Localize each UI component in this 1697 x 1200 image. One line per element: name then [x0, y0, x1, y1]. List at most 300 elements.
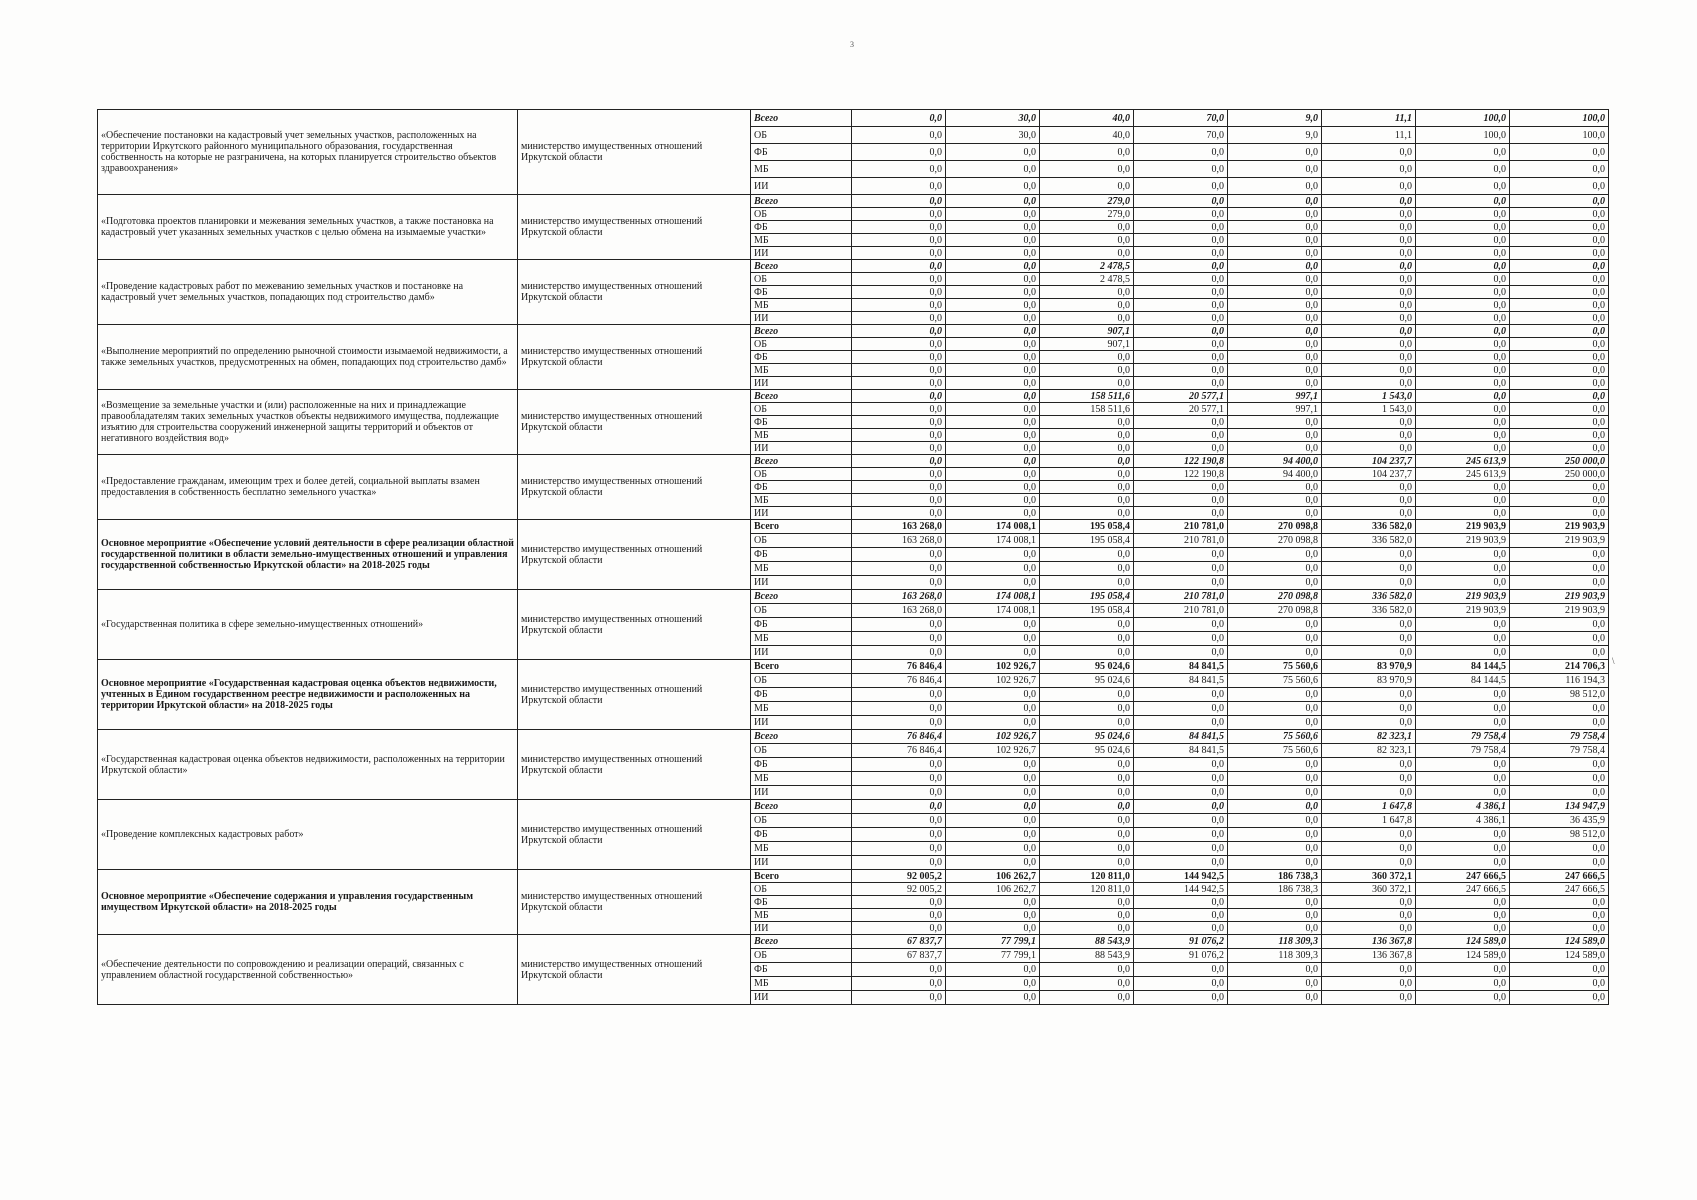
amount-cell: 0,0	[1134, 144, 1228, 161]
amount-cell: 118 309,3	[1228, 935, 1322, 949]
amount-cell: 0,0	[1322, 548, 1416, 562]
table-row	[98, 730, 1609, 744]
margin-mark: \	[1612, 656, 1615, 666]
amount-cell: 0,0	[1040, 576, 1134, 590]
amount-cell: 0,0	[1322, 481, 1416, 494]
amount-cell: 0,0	[1510, 144, 1609, 161]
activity-name: «Государственная кадастровая оценка объектов недвижимости, расположенных на территории Иркутской области»	[98, 730, 518, 800]
funding-source: Всего	[751, 935, 852, 949]
amount-cell: 0,0	[1134, 963, 1228, 977]
funding-source: ОБ	[751, 604, 852, 618]
amount-cell: 0,0	[1322, 758, 1416, 772]
amount-cell: 0,0	[1416, 576, 1510, 590]
amount-cell: 2 478,5	[1040, 260, 1134, 273]
amount-cell: 0,0	[852, 562, 946, 576]
amount-cell: 0,0	[946, 299, 1040, 312]
amount-cell: 0,0	[1416, 896, 1510, 909]
amount-cell: 0,0	[946, 221, 1040, 234]
amount-cell: 0,0	[1322, 260, 1416, 273]
amount-cell: 124 589,0	[1416, 949, 1510, 963]
amount-cell: 0,0	[1322, 247, 1416, 260]
amount-cell: 0,0	[1228, 481, 1322, 494]
amount-cell: 0,0	[1228, 814, 1322, 828]
amount-cell: 84 841,5	[1134, 660, 1228, 674]
amount-cell: 0,0	[1228, 702, 1322, 716]
amount-cell: 0,0	[1228, 299, 1322, 312]
amount-cell: 0,0	[1228, 178, 1322, 195]
amount-cell: 0,0	[1040, 716, 1134, 730]
executor-name: министерство имущественных отношений Иркутской области	[518, 455, 751, 520]
amount-cell: 0,0	[852, 161, 946, 178]
amount-cell: 0,0	[1416, 481, 1510, 494]
amount-cell: 9,0	[1228, 110, 1322, 127]
funding-source: ИИ	[751, 247, 852, 260]
amount-cell: 0,0	[1040, 377, 1134, 390]
funding-source: ОБ	[751, 744, 852, 758]
amount-cell: 336 582,0	[1322, 590, 1416, 604]
amount-cell: 0,0	[1510, 195, 1609, 208]
funding-source: ОБ	[751, 949, 852, 963]
amount-cell: 0,0	[946, 247, 1040, 260]
amount-cell: 0,0	[1322, 646, 1416, 660]
amount-cell: 219 903,9	[1416, 590, 1510, 604]
amount-cell: 0,0	[1040, 632, 1134, 646]
amount-cell: 75 560,6	[1228, 744, 1322, 758]
amount-cell: 0,0	[1040, 977, 1134, 991]
amount-cell: 0,0	[946, 195, 1040, 208]
funding-source: ФБ	[751, 286, 852, 299]
amount-cell: 0,0	[1510, 786, 1609, 800]
amount-cell: 0,0	[1510, 758, 1609, 772]
executor-name: министерство имущественных отношений Иркутской области	[518, 260, 751, 325]
funding-source: ОБ	[751, 403, 852, 416]
amount-cell: 0,0	[1228, 688, 1322, 702]
amount-cell: 0,0	[1040, 455, 1134, 468]
amount-cell: 210 781,0	[1134, 604, 1228, 618]
amount-cell: 67 837,7	[852, 935, 946, 949]
amount-cell: 0,0	[1510, 208, 1609, 221]
amount-cell: 0,0	[1416, 429, 1510, 442]
amount-cell: 134 947,9	[1510, 800, 1609, 814]
amount-cell: 0,0	[946, 977, 1040, 991]
executor-name: министерство имущественных отношений Иркутской области	[518, 730, 751, 800]
funding-source: ОБ	[751, 674, 852, 688]
funding-source: МБ	[751, 842, 852, 856]
amount-cell: 0,0	[946, 702, 1040, 716]
amount-cell: 0,0	[1134, 299, 1228, 312]
amount-cell: 0,0	[852, 481, 946, 494]
table-row	[98, 390, 1609, 403]
amount-cell: 20 577,1	[1134, 390, 1228, 403]
amount-cell: 0,0	[1322, 273, 1416, 286]
amount-cell: 0,0	[1228, 494, 1322, 507]
amount-cell: 0,0	[1416, 144, 1510, 161]
amount-cell: 0,0	[1510, 338, 1609, 351]
amount-cell: 0,0	[1322, 494, 1416, 507]
amount-cell: 0,0	[946, 351, 1040, 364]
amount-cell: 0,0	[1416, 442, 1510, 455]
amount-cell: 0,0	[852, 247, 946, 260]
funding-source: ОБ	[751, 338, 852, 351]
amount-cell: 0,0	[946, 772, 1040, 786]
amount-cell: 0,0	[1510, 377, 1609, 390]
amount-cell: 360 372,1	[1322, 870, 1416, 883]
amount-cell: 0,0	[1322, 977, 1416, 991]
amount-cell: 84 144,5	[1416, 660, 1510, 674]
amount-cell: 997,1	[1228, 403, 1322, 416]
funding-source: МБ	[751, 161, 852, 178]
activity-name: «Предоставление гражданам, имеющим трех и более детей, социальной выплаты взамен предоставления в собственность бесплатно земельного участка»	[98, 455, 518, 520]
amount-cell: 30,0	[946, 110, 1040, 127]
amount-cell: 0,0	[1134, 416, 1228, 429]
amount-cell: 136 367,8	[1322, 935, 1416, 949]
activity-name: «Обеспечение постановки на кадастровый учет земельных участков, расположенных на территории Иркутского районного муниципального образования, государственная собственность на которые не разграничена, на которых планируется строительство объектов здравоохранения»	[98, 110, 518, 195]
amount-cell: 30,0	[946, 127, 1040, 144]
amount-cell: 0,0	[1322, 338, 1416, 351]
amount-cell: 907,1	[1040, 325, 1134, 338]
amount-cell: 0,0	[1040, 234, 1134, 247]
amount-cell: 0,0	[1228, 377, 1322, 390]
amount-cell: 0,0	[1228, 416, 1322, 429]
amount-cell: 0,0	[1416, 842, 1510, 856]
amount-cell: 0,0	[1416, 234, 1510, 247]
amount-cell: 0,0	[1228, 786, 1322, 800]
amount-cell: 0,0	[852, 856, 946, 870]
amount-cell: 0,0	[946, 364, 1040, 377]
amount-cell: 0,0	[1322, 991, 1416, 1005]
amount-cell: 0,0	[852, 507, 946, 520]
amount-cell: 0,0	[1134, 576, 1228, 590]
amount-cell: 0,0	[1322, 351, 1416, 364]
funding-source: ФБ	[751, 144, 852, 161]
amount-cell: 245 613,9	[1416, 455, 1510, 468]
amount-cell: 0,0	[946, 507, 1040, 520]
amount-cell: 0,0	[1228, 828, 1322, 842]
amount-cell: 136 367,8	[1322, 949, 1416, 963]
amount-cell: 0,0	[1228, 325, 1322, 338]
amount-cell: 0,0	[1322, 286, 1416, 299]
amount-cell: 70,0	[1134, 127, 1228, 144]
amount-cell: 0,0	[1228, 273, 1322, 286]
amount-cell: 0,0	[1510, 403, 1609, 416]
amount-cell: 270 098,8	[1228, 604, 1322, 618]
amount-cell: 116 194,3	[1510, 674, 1609, 688]
amount-cell: 0,0	[1510, 416, 1609, 429]
amount-cell: 92 005,2	[852, 883, 946, 896]
amount-cell: 0,0	[1228, 800, 1322, 814]
amount-cell: 0,0	[1040, 286, 1134, 299]
funding-source: ФБ	[751, 896, 852, 909]
amount-cell: 0,0	[1322, 416, 1416, 429]
amount-cell: 0,0	[946, 548, 1040, 562]
amount-cell: 336 582,0	[1322, 534, 1416, 548]
amount-cell: 0,0	[1510, 716, 1609, 730]
amount-cell: 0,0	[1134, 909, 1228, 922]
amount-cell: 174 008,1	[946, 604, 1040, 618]
funding-source: ФБ	[751, 351, 852, 364]
amount-cell: 0,0	[1510, 234, 1609, 247]
amount-cell: 0,0	[1510, 977, 1609, 991]
funding-source: ИИ	[751, 922, 852, 935]
amount-cell: 0,0	[1510, 702, 1609, 716]
amount-cell: 0,0	[1040, 562, 1134, 576]
amount-cell: 0,0	[1134, 507, 1228, 520]
amount-cell: 0,0	[1134, 814, 1228, 828]
amount-cell: 360 372,1	[1322, 883, 1416, 896]
funding-source: ФБ	[751, 548, 852, 562]
amount-cell: 0,0	[1134, 702, 1228, 716]
funding-source: Всего	[751, 590, 852, 604]
amount-cell: 195 058,4	[1040, 520, 1134, 534]
amount-cell: 0,0	[852, 364, 946, 377]
amount-cell: 0,0	[946, 562, 1040, 576]
funding-source: ИИ	[751, 178, 852, 195]
table-row	[98, 195, 1609, 208]
amount-cell: 0,0	[1416, 646, 1510, 660]
amount-cell: 0,0	[946, 800, 1040, 814]
amount-cell: 0,0	[946, 688, 1040, 702]
amount-cell: 0,0	[946, 273, 1040, 286]
amount-cell: 0,0	[1510, 351, 1609, 364]
budget-table	[97, 109, 1609, 1005]
amount-cell: 0,0	[852, 273, 946, 286]
activity-name: Основное мероприятие «Обеспечение условий деятельности в сфере реализации областной государственной политики в области земельно-имущественных отношений и управления государственной собственностью Иркутской области» на 2018-2025 годы	[98, 520, 518, 590]
amount-cell: 0,0	[1134, 494, 1228, 507]
amount-cell: 174 008,1	[946, 520, 1040, 534]
amount-cell: 0,0	[946, 144, 1040, 161]
amount-cell: 0,0	[1322, 312, 1416, 325]
funding-source: МБ	[751, 429, 852, 442]
amount-cell: 336 582,0	[1322, 604, 1416, 618]
amount-cell: 0,0	[1040, 963, 1134, 977]
amount-cell: 2 478,5	[1040, 273, 1134, 286]
funding-source: ФБ	[751, 416, 852, 429]
funding-source: Всего	[751, 455, 852, 468]
amount-cell: 0,0	[1510, 312, 1609, 325]
amount-cell: 0,0	[1134, 221, 1228, 234]
amount-cell: 1 647,8	[1322, 800, 1416, 814]
amount-cell: 0,0	[1416, 364, 1510, 377]
amount-cell: 82 323,1	[1322, 730, 1416, 744]
amount-cell: 0,0	[1134, 442, 1228, 455]
amount-cell: 0,0	[1040, 442, 1134, 455]
amount-cell: 0,0	[1040, 161, 1134, 178]
amount-cell: 0,0	[1322, 632, 1416, 646]
amount-cell: 20 577,1	[1134, 403, 1228, 416]
amount-cell: 0,0	[1040, 618, 1134, 632]
amount-cell: 0,0	[1040, 548, 1134, 562]
funding-source: ОБ	[751, 534, 852, 548]
amount-cell: 0,0	[1322, 702, 1416, 716]
amount-cell: 219 903,9	[1416, 520, 1510, 534]
amount-cell: 0,0	[1134, 716, 1228, 730]
amount-cell: 997,1	[1228, 390, 1322, 403]
amount-cell: 0,0	[1322, 828, 1416, 842]
amount-cell: 0,0	[946, 455, 1040, 468]
amount-cell: 79 758,4	[1510, 730, 1609, 744]
amount-cell: 0,0	[1510, 299, 1609, 312]
amount-cell: 0,0	[1228, 208, 1322, 221]
amount-cell: 163 268,0	[852, 590, 946, 604]
amount-cell: 91 076,2	[1134, 935, 1228, 949]
amount-cell: 0,0	[946, 828, 1040, 842]
amount-cell: 0,0	[1040, 786, 1134, 800]
amount-cell: 100,0	[1416, 127, 1510, 144]
amount-cell: 0,0	[1228, 364, 1322, 377]
amount-cell: 270 098,8	[1228, 520, 1322, 534]
funding-source: МБ	[751, 909, 852, 922]
amount-cell: 0,0	[946, 618, 1040, 632]
amount-cell: 0,0	[1040, 351, 1134, 364]
amount-cell: 0,0	[1040, 922, 1134, 935]
amount-cell: 0,0	[1040, 429, 1134, 442]
amount-cell: 0,0	[1416, 632, 1510, 646]
amount-cell: 102 926,7	[946, 660, 1040, 674]
amount-cell: 0,0	[1510, 507, 1609, 520]
amount-cell: 0,0	[946, 286, 1040, 299]
funding-source: МБ	[751, 364, 852, 377]
amount-cell: 0,0	[1228, 442, 1322, 455]
amount-cell: 0,0	[1040, 800, 1134, 814]
amount-cell: 11,1	[1322, 110, 1416, 127]
funding-source: МБ	[751, 562, 852, 576]
amount-cell: 0,0	[852, 688, 946, 702]
amount-cell: 0,0	[1228, 429, 1322, 442]
amount-cell: 0,0	[1228, 507, 1322, 520]
amount-cell: 0,0	[1510, 247, 1609, 260]
amount-cell: 0,0	[852, 416, 946, 429]
funding-source: ИИ	[751, 312, 852, 325]
amount-cell: 0,0	[852, 286, 946, 299]
amount-cell: 100,0	[1510, 127, 1609, 144]
funding-source: Всего	[751, 660, 852, 674]
amount-cell: 0,0	[1134, 260, 1228, 273]
amount-cell: 219 903,9	[1510, 590, 1609, 604]
amount-cell: 11,1	[1322, 127, 1416, 144]
amount-cell: 0,0	[852, 548, 946, 562]
amount-cell: 0,0	[1040, 758, 1134, 772]
amount-cell: 214 706,3	[1510, 660, 1609, 674]
amount-cell: 0,0	[1228, 576, 1322, 590]
funding-source: ФБ	[751, 618, 852, 632]
amount-cell: 0,0	[1134, 800, 1228, 814]
amount-cell: 0,0	[1416, 260, 1510, 273]
amount-cell: 0,0	[852, 632, 946, 646]
amount-cell: 0,0	[1134, 856, 1228, 870]
amount-cell: 0,0	[1510, 632, 1609, 646]
amount-cell: 0,0	[1228, 234, 1322, 247]
amount-cell: 186 738,3	[1228, 883, 1322, 896]
amount-cell: 0,0	[946, 312, 1040, 325]
executor-name: министерство имущественных отношений Иркутской области	[518, 870, 751, 935]
amount-cell: 0,0	[1134, 562, 1228, 576]
amount-cell: 247 666,5	[1510, 870, 1609, 883]
amount-cell: 0,0	[1322, 896, 1416, 909]
funding-source: Всего	[751, 390, 852, 403]
funding-source: ФБ	[751, 221, 852, 234]
amount-cell: 0,0	[946, 161, 1040, 178]
amount-cell: 0,0	[1228, 195, 1322, 208]
amount-cell: 0,0	[1416, 161, 1510, 178]
amount-cell: 0,0	[946, 576, 1040, 590]
amount-cell: 0,0	[1228, 144, 1322, 161]
amount-cell: 0,0	[1040, 364, 1134, 377]
executor-name: министерство имущественных отношений Иркутской области	[518, 195, 751, 260]
amount-cell: 0,0	[946, 468, 1040, 481]
amount-cell: 0,0	[1416, 195, 1510, 208]
amount-cell: 0,0	[1510, 390, 1609, 403]
funding-source: МБ	[751, 299, 852, 312]
amount-cell: 0,0	[1510, 273, 1609, 286]
amount-cell: 0,0	[1416, 922, 1510, 935]
amount-cell: 0,0	[1416, 772, 1510, 786]
funding-source: ОБ	[751, 814, 852, 828]
amount-cell: 0,0	[1322, 221, 1416, 234]
amount-cell: 0,0	[852, 325, 946, 338]
amount-cell: 0,0	[1134, 828, 1228, 842]
amount-cell: 0,0	[1134, 178, 1228, 195]
amount-cell: 0,0	[1510, 772, 1609, 786]
amount-cell: 0,0	[1134, 364, 1228, 377]
amount-cell: 219 903,9	[1510, 520, 1609, 534]
amount-cell: 0,0	[1416, 991, 1510, 1005]
funding-source: МБ	[751, 977, 852, 991]
amount-cell: 84 841,5	[1134, 744, 1228, 758]
amount-cell: 124 589,0	[1416, 935, 1510, 949]
amount-cell: 0,0	[1040, 247, 1134, 260]
amount-cell: 79 758,4	[1416, 744, 1510, 758]
amount-cell: 0,0	[1322, 618, 1416, 632]
funding-source: ИИ	[751, 646, 852, 660]
funding-source: ИИ	[751, 786, 852, 800]
amount-cell: 0,0	[946, 963, 1040, 977]
amount-cell: 0,0	[1134, 234, 1228, 247]
amount-cell: 0,0	[852, 772, 946, 786]
amount-cell: 95 024,6	[1040, 660, 1134, 674]
amount-cell: 186 738,3	[1228, 870, 1322, 883]
amount-cell: 0,0	[946, 377, 1040, 390]
amount-cell: 0,0	[1134, 842, 1228, 856]
activity-name: «Государственная политика в сфере земельно-имущественных отношений»	[98, 590, 518, 660]
amount-cell: 163 268,0	[852, 534, 946, 548]
activity-name: «Подготовка проектов планировки и межевания земельных участков, а также постановка на кадастровый учет указанных земельных участков с целью обмена на изымаемые участки»	[98, 195, 518, 260]
amount-cell: 0,0	[1134, 922, 1228, 935]
amount-cell: 0,0	[1134, 208, 1228, 221]
amount-cell: 104 237,7	[1322, 468, 1416, 481]
amount-cell: 0,0	[1134, 351, 1228, 364]
funding-source: МБ	[751, 772, 852, 786]
amount-cell: 0,0	[1510, 991, 1609, 1005]
amount-cell: 0,0	[1322, 909, 1416, 922]
amount-cell: 210 781,0	[1134, 590, 1228, 604]
amount-cell: 0,0	[1416, 299, 1510, 312]
amount-cell: 84 841,5	[1134, 674, 1228, 688]
amount-cell: 84 144,5	[1416, 674, 1510, 688]
amount-cell: 0,0	[946, 208, 1040, 221]
amount-cell: 0,0	[1322, 195, 1416, 208]
amount-cell: 0,0	[1040, 468, 1134, 481]
executor-name: министерство имущественных отношений Иркутской области	[518, 325, 751, 390]
amount-cell: 0,0	[1134, 618, 1228, 632]
table-row	[98, 325, 1609, 338]
funding-source: ИИ	[751, 507, 852, 520]
amount-cell: 0,0	[1416, 273, 1510, 286]
amount-cell: 0,0	[1416, 562, 1510, 576]
amount-cell: 245 613,9	[1416, 468, 1510, 481]
activity-name: Основное мероприятие «Государственная кадастровая оценка объектов недвижимости, учтенных в Едином государственном реестре недвижимости и расположенных на территории Иркутской области» на 2018-2025 годы	[98, 660, 518, 730]
amount-cell: 0,0	[1510, 429, 1609, 442]
amount-cell: 36 435,9	[1510, 814, 1609, 828]
